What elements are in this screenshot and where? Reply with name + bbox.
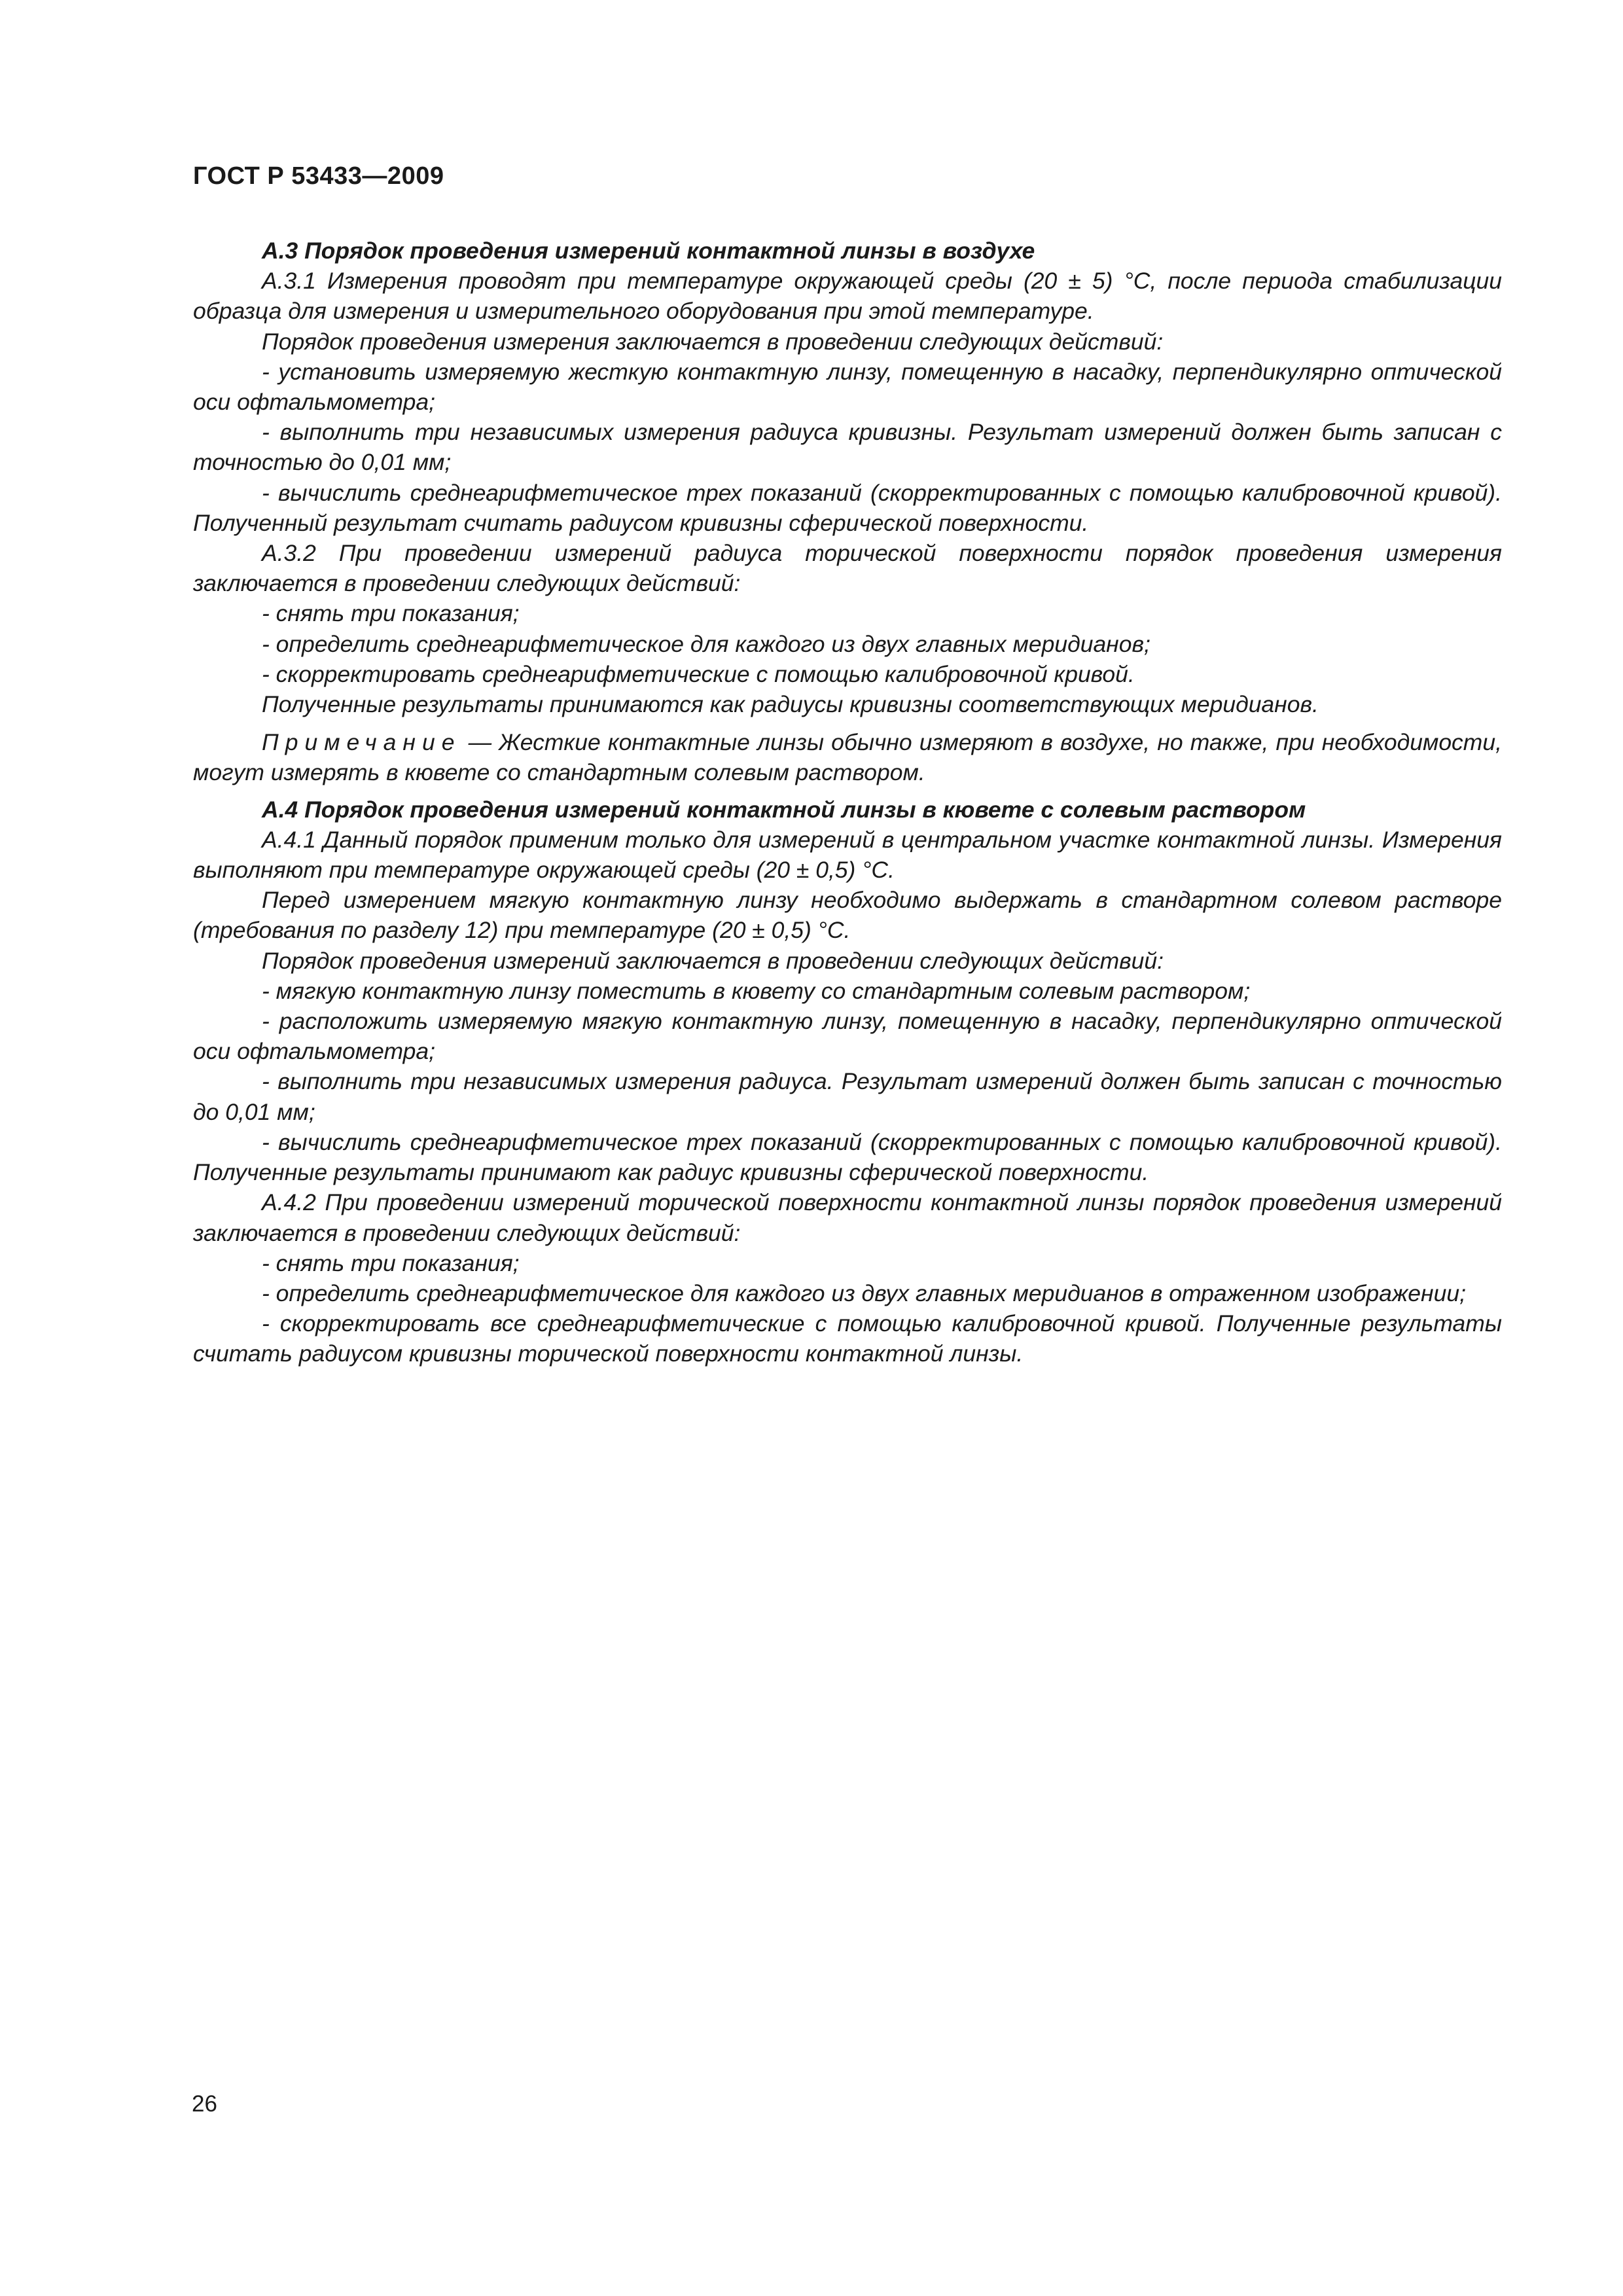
- list-item: - скорректировать среднеарифметические с помощью калибровочной кривой.: [262, 660, 1135, 687]
- list-item: - определить среднеарифметическое для каждого из двух главных меридианов;: [262, 630, 1150, 657]
- paragraph: Полученные результаты принимаются как радиусы кривизны соответствующих меридианов.: [262, 691, 1319, 718]
- section-heading: А.3 Порядок проведения измерений контактной линзы в воздухе: [262, 238, 1035, 264]
- list-item: - расположить измеряемую мягкую контактную линзу, помещенную в насадку, перпендикулярно оптической оси офтальмометра;: [193, 1008, 1502, 1065]
- paragraph: А.4.2 При проведении измерений торической поверхности контактной линзы порядок проведения измерений заключается в проведении следующих действий:: [193, 1189, 1502, 1246]
- document-body: [193, 236, 1502, 1369]
- document-header: ГОСТ Р 53433—2009: [193, 162, 444, 190]
- note-text: — Жесткие контактные линзы обычно измеряют в воздухе, но также, при необходимости, могут измерять в кювете со стандартным солевым раствором.: [193, 729, 1502, 786]
- paragraph: Перед измерением мягкую контактную линзу необходимо выдержать в стандартном солевом растворе (требования по разделу 12) при температуре (20 ± 0,5) °С.: [193, 887, 1502, 944]
- list-item: - вычислить среднеарифметическое трех показаний (скорректированных с помощью калибровочной кривой). Полученный результат считать радиусом кривизны сферической поверхности.: [193, 479, 1502, 536]
- note-label: Примечание: [262, 729, 461, 756]
- list-item: - снять три показания;: [262, 1249, 520, 1276]
- list-item: - вычислить среднеарифметическое трех показаний (скорректированных с помощью калибровочной кривой). Полученные результаты принимают как радиус кривизны сферической поверхности.: [193, 1128, 1502, 1186]
- list-item: - выполнить три независимых измерения радиуса кривизны. Результат измерений должен быть записан с точностью до 0,01 мм;: [193, 419, 1502, 476]
- list-item: - скорректировать все среднеарифметические с помощью калибровочной кривой. Полученные результаты считать радиусом кривизны торической поверхности контактной линзы.: [193, 1310, 1502, 1367]
- list-item: - снять три показания;: [262, 600, 520, 627]
- paragraph: А.3.2 При проведении измерений радиуса торической поверхности порядок проведения измерения заключается в проведении следующих действий:: [193, 540, 1502, 597]
- section-heading: А.4 Порядок проведения измерений контактной линзы в кювете с солевым раствором: [262, 796, 1306, 823]
- note: [193, 727, 1502, 787]
- list-item: - мягкую контактную линзу поместить в кювету со стандартным солевым раствором;: [262, 977, 1251, 1004]
- page-number: 26: [192, 2091, 217, 2117]
- list-item: - выполнить три независимых измерения радиуса. Результат измерений должен быть записан с точностью до 0,01 мм;: [193, 1068, 1502, 1125]
- paragraph: А.3.1 Измерения проводят при температуре окружающей среды (20 ± 5) °С, после периода стабилизации образца для измерения и измерительного оборудования при этой температуре.: [193, 268, 1502, 325]
- list-item: - определить среднеарифметическое для каждого из двух главных меридианов в отраженном изображении;: [262, 1280, 1466, 1306]
- paragraph: Порядок проведения измерения заключается в проведении следующих действий:: [262, 328, 1164, 355]
- list-item: - установить измеряемую жесткую контактную линзу, помещенную в насадку, перпендикулярно оптической оси офтальмометра;: [193, 358, 1502, 416]
- paragraph: Порядок проведения измерений заключается в проведении следующих действий:: [262, 947, 1164, 974]
- paragraph: А.4.1 Данный порядок применим только для измерений в центральном участке контактной линзы. Измерения выполняют при температуре окружающей среды (20 ± 0,5) °С.: [193, 826, 1502, 884]
